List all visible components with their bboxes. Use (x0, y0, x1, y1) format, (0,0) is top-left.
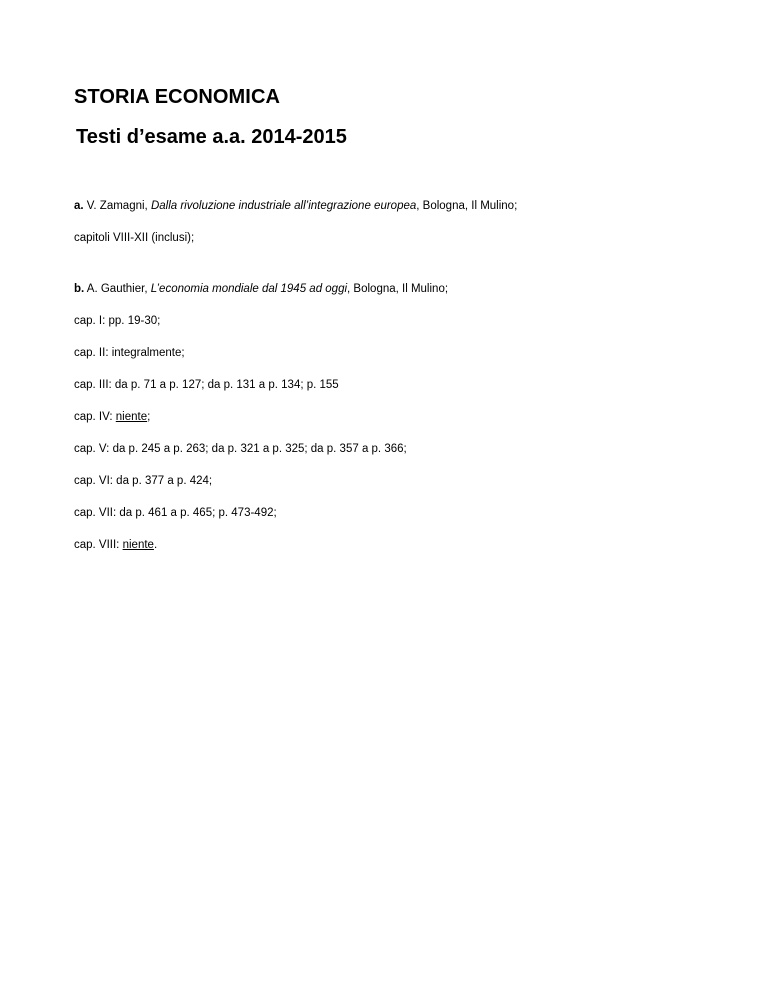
chapter-note-tail: ; (147, 411, 151, 423)
chapter-label: cap. IV: (74, 411, 113, 423)
section-b-reference (74, 282, 448, 296)
chapter-note-tail: . (153, 539, 158, 551)
chapter-line (74, 538, 157, 552)
section-b-author: A. Gauthier, (86, 283, 148, 295)
section-a-author: V. Zamagni, (86, 200, 148, 212)
chapter-line: cap. III: da p. 71 a p. 127; da p. 131 a p. 134; p. 155 (74, 379, 339, 391)
section-a-publisher: , Bologna, Il Mulino; (416, 200, 518, 212)
chapter-line: cap. VI: da p. 377 a p. 424; (74, 475, 213, 487)
chapter-line: cap. II: integralmente; (74, 347, 185, 359)
chapter-note-underlined: niente (122, 539, 154, 551)
section-a-chapters: capitoli VIII-XII (inclusi); (74, 232, 195, 244)
section-a-reference (74, 199, 517, 213)
section-b-marker: b. (74, 283, 85, 295)
chapter-line: cap. V: da p. 245 a p. 263; da p. 321 a p. 325; da p. 357 a p. 366; (74, 443, 407, 455)
chapter-line: cap. VII: da p. 461 a p. 465; p. 473-492; (74, 507, 277, 519)
section-b-book-title: L’economia mondiale dal 1945 ad oggi (150, 283, 348, 295)
chapter-line (74, 410, 150, 424)
section-a-marker: a. (74, 200, 84, 212)
chapter-note-underlined: niente (115, 411, 148, 423)
document-subtitle: Testi d’esame a.a. 2014-2015 (76, 126, 347, 148)
chapter-label: cap. VIII: (74, 539, 120, 551)
chapter-line: cap. I: pp. 19-30; (74, 315, 161, 327)
section-b-publisher: , Bologna, Il Mulino; (347, 283, 449, 295)
document-title: STORIA ECONOMICA (74, 86, 281, 108)
section-a-book-title: Dalla rivoluzione industriale all’integrazione europea (150, 200, 417, 212)
